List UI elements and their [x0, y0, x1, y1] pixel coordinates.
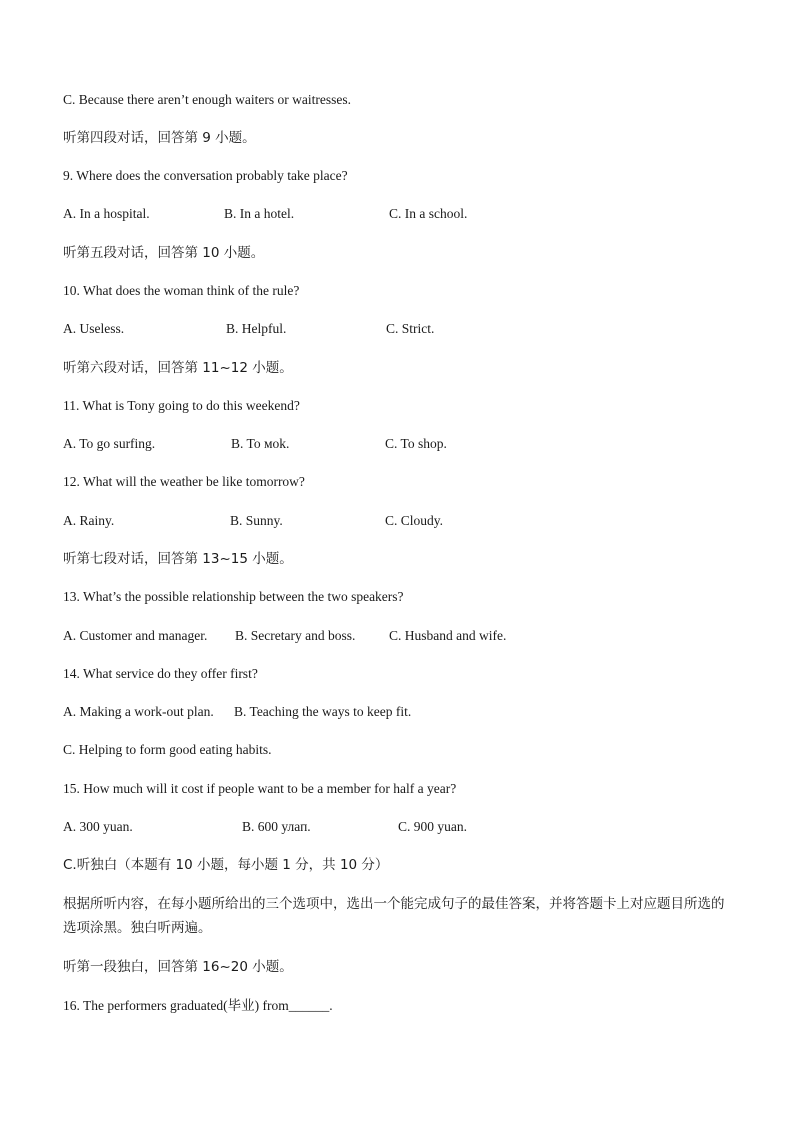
section-heading-dialogue-7: 听第七段对话，回答第 13~15 小题。 [63, 551, 293, 567]
q10-option-a: A. Useless. [63, 321, 125, 336]
q15-option-c: C. 900 yuan. [398, 819, 467, 834]
question-12: 12. What will the weather be like tomorrow? [63, 474, 305, 489]
question-15: 15. How much will it cost if people want to be a member for half a year? [63, 781, 457, 796]
question-9: 9. Where does the conversation probably take place? [63, 168, 348, 183]
question-14: 14. What service do they offer first? [63, 666, 258, 681]
q9-option-c: C. In a school. [389, 206, 468, 221]
q14-option-c: C. Helping to form good eating habits. [63, 742, 272, 757]
q12-option-c: C. Cloudy. [385, 513, 444, 528]
section-heading-c: C.听独白（本题有 10 小题，每小题 1 分，共 10 分） [63, 857, 389, 873]
q9-option-a: A. In a hospital. [63, 206, 150, 221]
section-heading-dialogue-4: 听第四段对话，回答第 9 小题。 [63, 130, 256, 146]
section-heading-dialogue-5: 听第五段对话，回答第 10 小题。 [63, 245, 265, 261]
q12-option-b: B. Sunny. [230, 513, 283, 528]
q13-option-b: B. Secretary and boss. [235, 628, 356, 643]
q8-option-c: C. Because there aren’t enough waiters or waitresses. [63, 92, 352, 107]
q15-option-b: B. 600 улап. [242, 819, 311, 834]
q14-option-b: B. Teaching the ways to keep fit. [234, 704, 412, 719]
q12-option-a: A. Rainy. [63, 513, 115, 528]
q11-option-c: C. To shop. [385, 436, 447, 451]
section-c-instructions: 根据所听内容，在每小题所给出的三个选项中，选出一个能完成句子的最佳答案，并将答题卡上对应题目所选的选项涂黑。独白听两遍。 [63, 896, 725, 936]
q10-option-b: B. Helpful. [226, 321, 287, 336]
q11-option-b: B. To мok. [231, 436, 290, 451]
q13-option-c: C. Husband and wife. [389, 628, 507, 643]
q13-option-a: A. Customer and manager. [63, 628, 208, 643]
question-13: 13. What’s the possible relationship between the two speakers? [63, 589, 404, 604]
q10-option-c: C. Strict. [386, 321, 435, 336]
q15-option-a: A. 300 yuan. [63, 819, 133, 834]
q14-option-a: A. Making a work-out plan. [63, 704, 214, 719]
section-heading-dialogue-6: 听第六段对话，回答第 11~12 小题。 [63, 360, 293, 376]
question-10: 10. What does the woman think of the rule? [63, 283, 300, 298]
question-11: 11. What is Tony going to do this weekend? [63, 398, 300, 413]
question-16: 16. The performers graduated(毕业) from______. [63, 998, 333, 1013]
q9-option-b: B. In a hotel. [224, 206, 295, 221]
section-heading-monologue-1: 听第一段独白，回答第 16~20 小题。 [63, 959, 293, 975]
q11-option-a: A. To go surfing. [63, 436, 156, 451]
